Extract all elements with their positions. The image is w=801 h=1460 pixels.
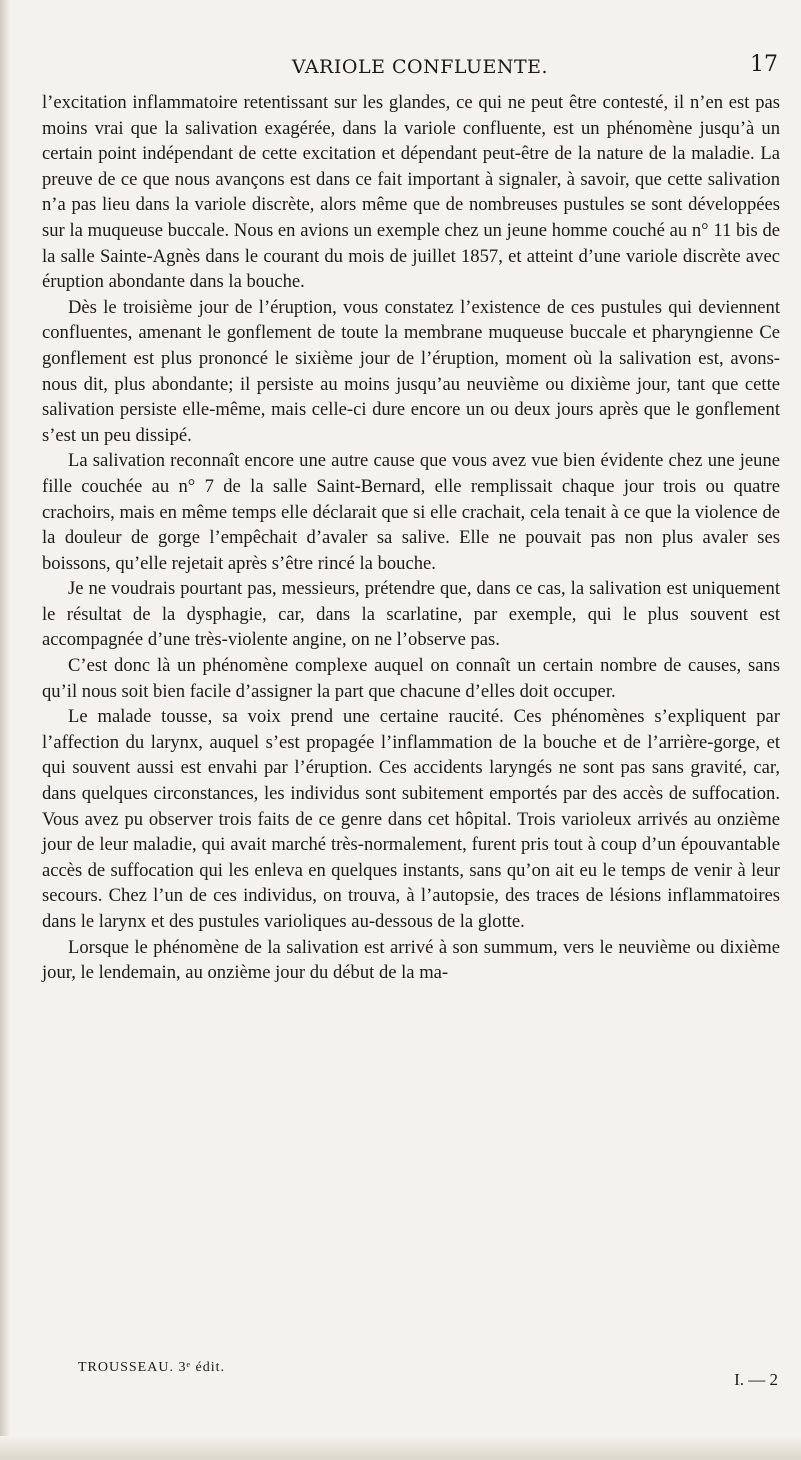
paragraph-2: Dès le troisième jour de l’éruption, vous constatez l’existence de ces pustules qui deviennent confluentes, amenant le gonflement de toute la membrane muqueuse buccale et pharyngienne Ce gonflement est plus prononcé le sixième jour de l’éruption, moment où la salivation est, avons-nous dit, plus abondante; il persiste au moins jusqu’au neuvième ou dixième jour, tant que cette salivation persiste elle-même, mais celle-ci dure encore un ou deux jours après que le gonflement s’est un peu dissipé. xyxy=(42,296,780,446)
running-title: VARIOLE CONFLUENTE. xyxy=(291,56,549,78)
paragraph-3: La salivation reconnaît encore une autre cause que vous avez vue bien évidente chez une jeune fille couchée au n° 7 de la salle Saint-Bernard, elle remplissait chaque jour trois ou quatre crachoirs, mais en même temps elle déclarait que si elle crachait, cela tenait à ce que la violence de la douleur de gorge l’empêchait d’avaler sa salive. Elle ne pouvait pas non plus avaler ses boissons, qu’elle rejetait après s’être rincé la bouche. xyxy=(42,450,780,574)
paragraph-6: Le malade tousse, sa voix prend une certaine raucité. Ces phénomènes s’expliquent par l’affection du larynx, auquel s’est propagée l’inflammation de la bouche et de l’arrière-gorge, et qui souvent aussi est envahi par l’éruption. Ces accidents laryngés ne sont pas sans gravité, car, dans quelques circonstances, les individus sont subitement emportés par des accès de suffocation. Vous avez pu observer trois faits de ce genre dans cet hôpital. Trois varioleux arrivés au onzième jour de leur maladie, qui avait marché très-normalement, furent pris tout à coup d’un épouvantable accès de suffocation qui les enleva en quelques instants, sans qu’on ait eu le temps de venir à leur secours. Chez l’un de ces individus, on trouva, à l’autopsie, des traces de lésions inflammatoires dans le larynx et des pustules varioliques au-dessous de la glotte. xyxy=(42,706,780,932)
binding-gutter-shadow xyxy=(0,0,10,1460)
page-footer xyxy=(78,1360,778,1400)
body-text xyxy=(42,90,780,986)
edition-note: TROUSSEAU. 3ᵉ édit. xyxy=(78,1360,226,1375)
page-bottom-shadow xyxy=(0,1436,801,1460)
paragraph-4: Je ne voudrais pourtant pas, messieurs, prétendre que, dans ce cas, la salivation est uniquement le résultat de la dysphagie, car, dans la scarlatine, par exemple, qui le plus souvent est accompagnée d’une très-violente angine, on ne l’observe pas. xyxy=(42,578,780,651)
paragraph-5: C’est donc là un phénomène complexe auquel on connaît un certain nombre de causes, sans qu’il nous soit bien facile d’assigner la part que chacune d’elles doit occuper. xyxy=(42,655,780,702)
paragraph-7: Lorsque le phénomène de la salivation est arrivé à son summum, vers le neuvième ou dixième jour, le lendemain, au onzième jour du début de la ma- xyxy=(42,936,780,984)
paragraph-1: l’excitation inflammatoire retentissant sur les glandes, ce qui ne peut être contesté, il n’en est pas moins vrai que la salivation exagérée, dans la variole confluente, est un phénomène jusqu’à un certain point indépendant de cette excitation et dépendant peut-être de la nature de la maladie. La preuve de ce que nous avançons est dans ce fait important à signaler, à savoir, que cette salivation n’a pas lieu dans la variole discrète, alors même que de nombreuses pustules se sont développées sur la muqueuse buccale. Nous en avions un exemple chez un jeune homme couché au n° 11 bis de la salle Sainte-Agnès dans le courant du mois de juillet 1857, et atteint d’une variole discrète avec éruption abondante dans la bouche. xyxy=(42,92,780,293)
page-number: 17 xyxy=(750,52,778,77)
signature-mark: I. — 2 xyxy=(734,1370,778,1389)
running-head xyxy=(60,52,780,82)
